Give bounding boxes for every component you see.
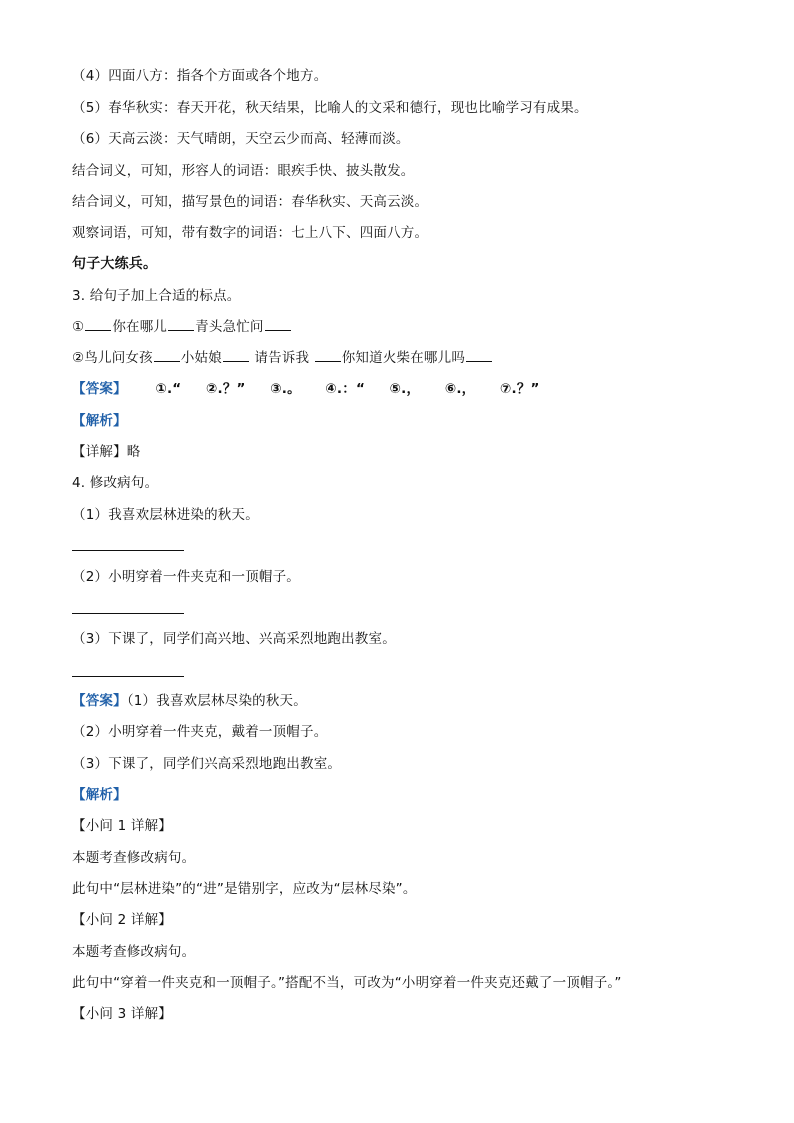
sentence-1-part: 你在哪儿 [112,319,168,335]
blank [466,348,492,362]
answer-line [72,676,184,677]
question-4-analysis-label: 【解析】 [72,787,127,803]
blank [85,317,111,331]
question-4-answer-2: （2）小明穿着一件夹克，戴着一顶帽子。 [72,724,328,740]
section-title: 句子大练兵。 [72,256,158,272]
sentence-1-part: 青头急忙问 [195,319,264,335]
answer-item: ⑥.， [444,381,476,397]
blank [265,317,291,331]
blank [315,348,341,362]
sub-question-1-text: 本题考查修改病句。 [72,850,196,866]
sub-question-2-label: 【小问 2 详解】 [72,912,172,928]
answer-item: ③.。 [270,381,301,397]
question-4-answer-1 [72,691,307,711]
answer-item: ①.“ [155,381,182,397]
answer-line [72,613,184,614]
answer-label: 【答案】 [72,381,127,397]
summary-line-scenery: 结合词义，可知，描写景色的词语：春华秋实、天高云淡。 [72,194,429,210]
answer-item: ⑦.？” [499,381,540,397]
question-3-sentence-1 [72,317,292,337]
question-4-part-2: （2）小明穿着一件夹克和一顶帽子。 [72,569,300,585]
sentence-2-part: 请告诉我 [249,350,314,366]
question-3-answer [72,379,540,399]
question-4-answer-3: （3）下课了，同学们兴高采烈地跑出教室。 [72,756,342,772]
sub-question-1-label: 【小问 1 详解】 [72,818,172,834]
question-4-stem: 4. 修改病句。 [72,475,159,491]
question-3-sentence-2 [72,348,493,368]
question-4-part-1: （1）我喜欢层林进染的秋天。 [72,507,259,523]
sub-question-3-label: 【小问 3 详解】 [72,1006,172,1022]
blank [154,348,180,362]
summary-line-people: 结合词义，可知，形容人的词语：眼疾手快、披头散发。 [72,163,415,179]
answer-line [72,550,184,551]
answer-item: ④.：“ [325,381,366,397]
definition-line-5: （5）春华秋实：春天开花，秋天结果，比喻人的文采和德行，现也比喻学习有成果。 [72,100,588,116]
answer-text: （1）我喜欢层林尽染的秋天。 [126,693,307,709]
question-4-part-3: （3）下课了，同学们高兴地、兴高采烈地跑出教室。 [72,631,396,647]
answer-item: ②.？” [205,381,246,397]
summary-line-numbers: 观察词语，可知，带有数字的词语：七上八下、四面八方。 [72,225,429,241]
question-3-detail: 【详解】略 [72,444,141,460]
answer-label: 【答案】 [72,693,127,709]
definition-line-6: （6）天高云淡：天气晴朗，天空云少而高、轻薄而淡。 [72,131,410,147]
answer-item: ⑤.， [389,381,421,397]
sentence-1-part: ① [72,319,85,335]
sub-question-1-explanation: 此句中“层林进染”的“进”是错别字，应改为“层林尽染”。 [72,881,417,897]
sentence-2-part: 小姑娘 [180,350,222,366]
sentence-2-part: 你知道火柴在哪儿吗 [341,350,466,366]
blank [168,317,194,331]
question-3-stem: 3. 给句子加上合适的标点。 [72,288,241,304]
sentence-2-part: ②鸟儿问女孩 [72,350,153,366]
blank [223,348,249,362]
definition-line-4: （4）四面八方：指各个方面或各个地方。 [72,68,328,84]
sub-question-2-explanation: 此句中“穿着一件夹克和一顶帽子。”搭配不当，可改为“小明穿着一件夹克还戴了一顶帽子。” [72,975,622,991]
question-3-analysis-label: 【解析】 [72,413,127,429]
sub-question-2-text: 本题考查修改病句。 [72,944,196,960]
